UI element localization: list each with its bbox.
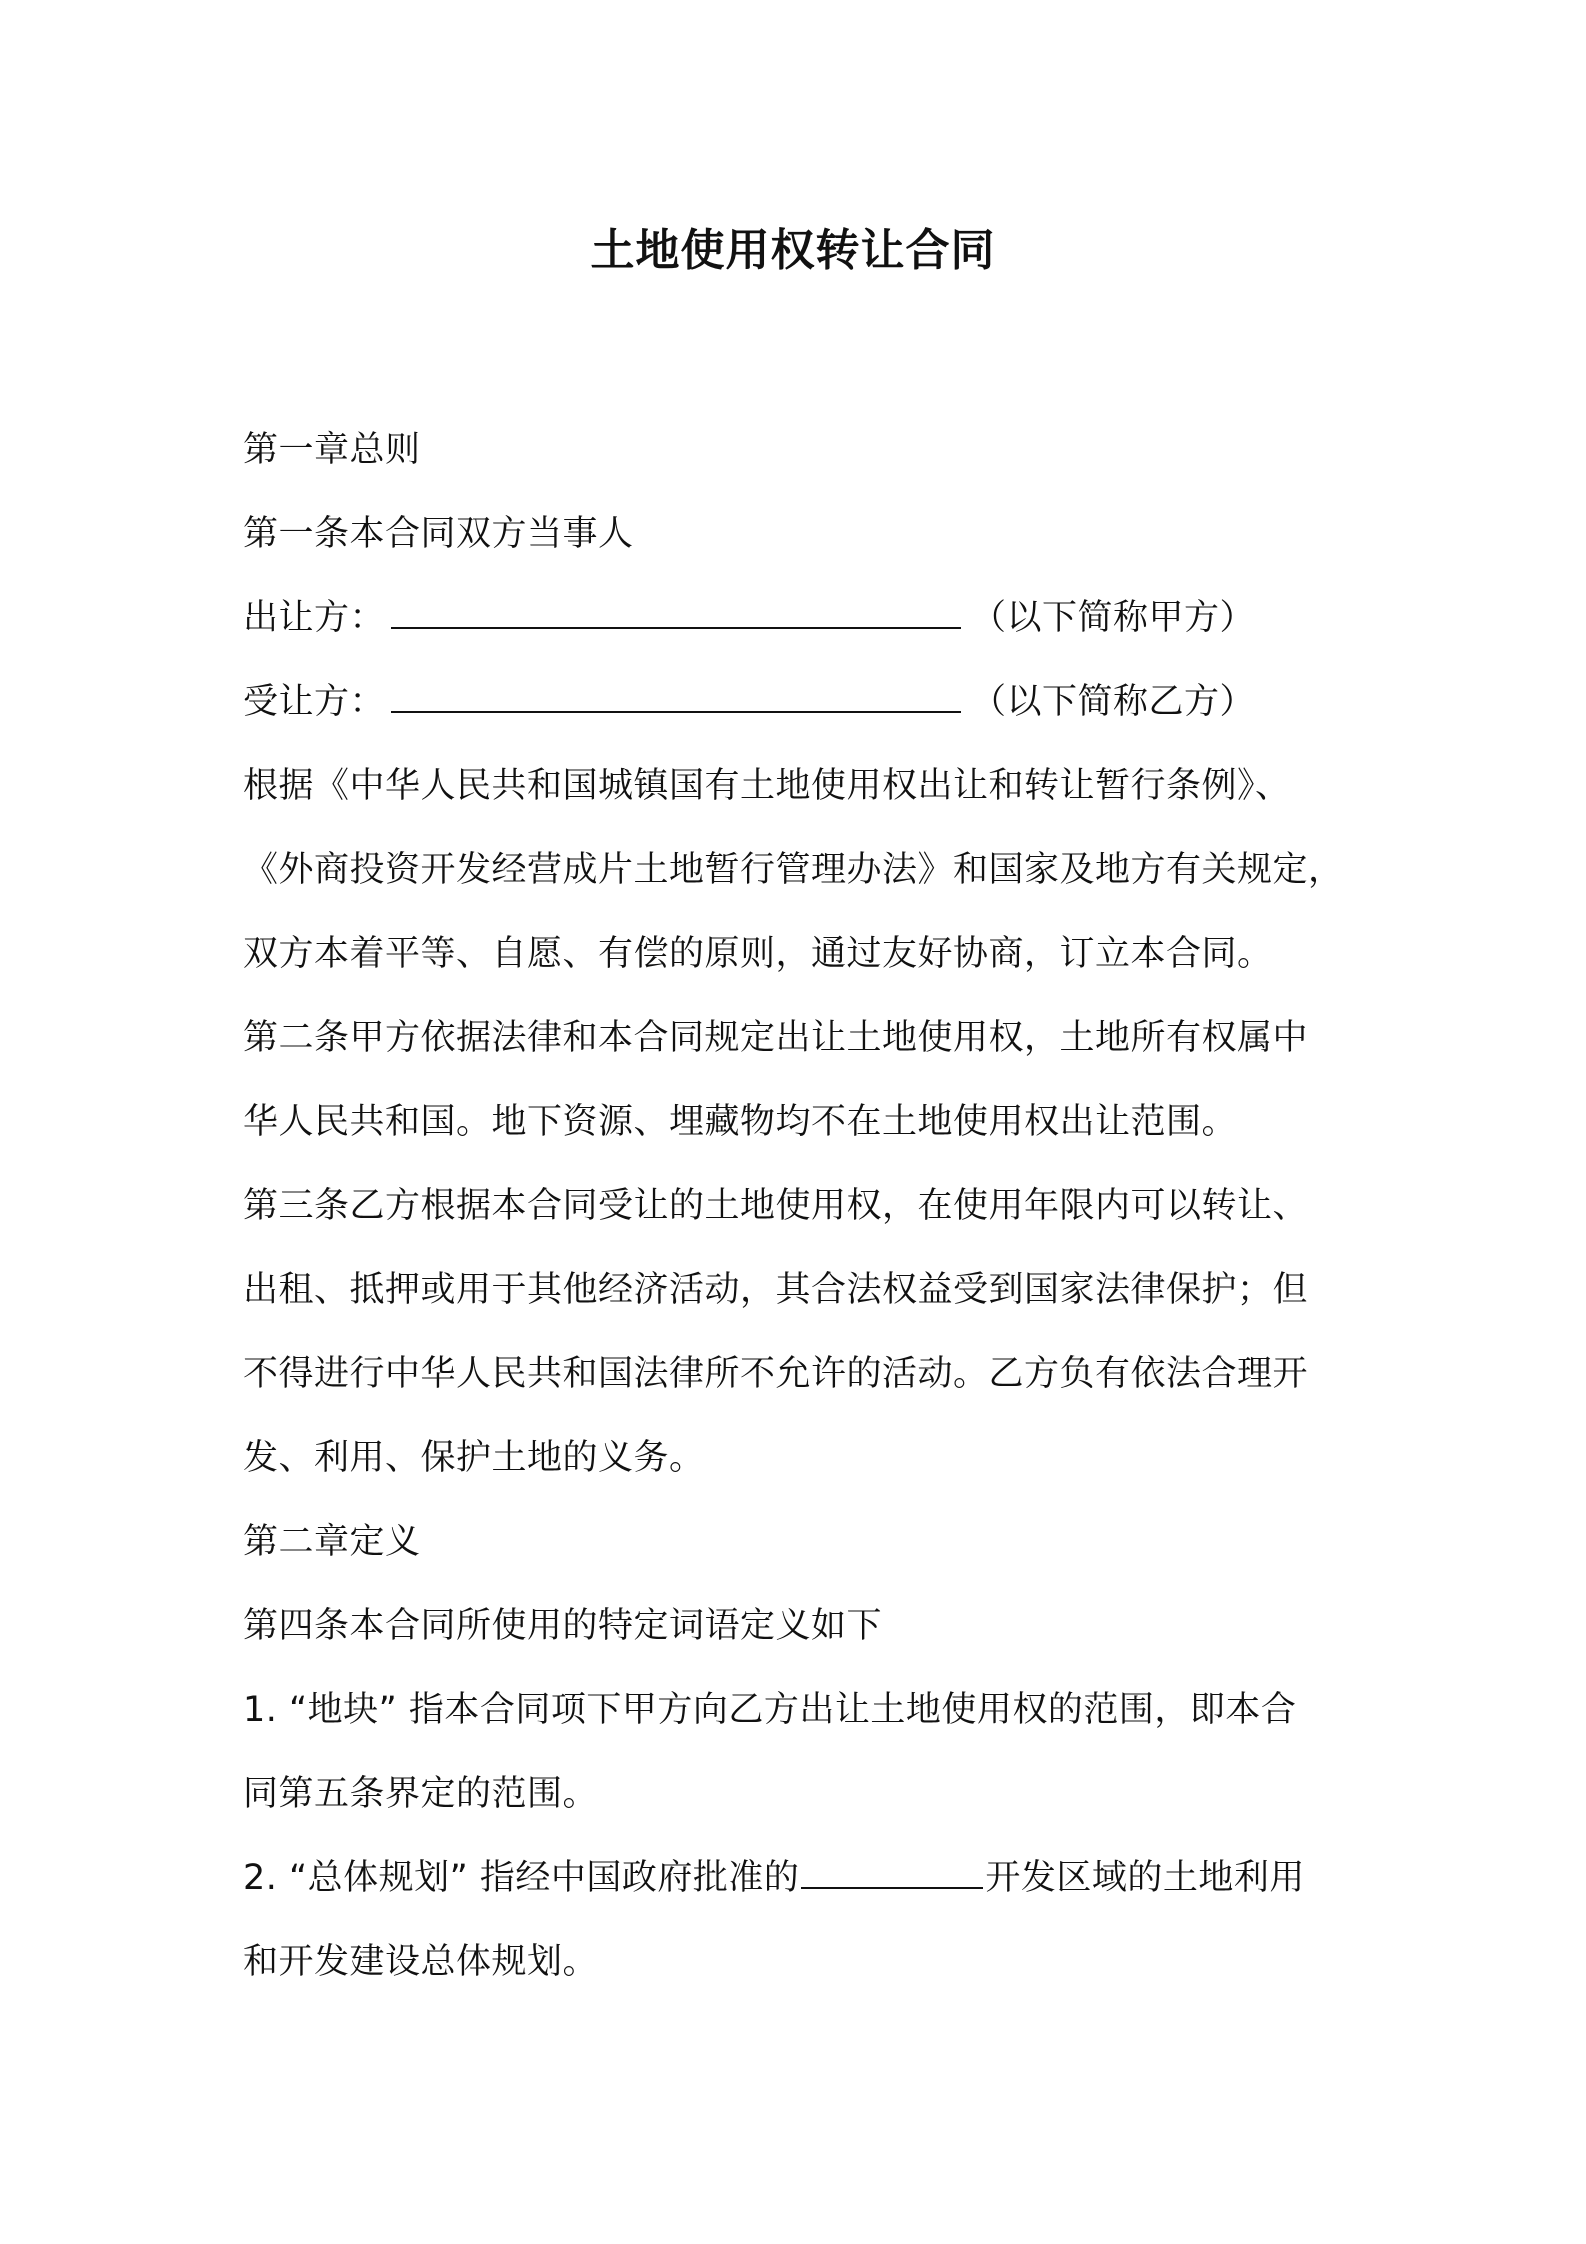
transferor-suffix: （以下简称甲方）	[971, 598, 1256, 638]
paragraph-line: 根据《中华人民共和国城镇国有土地使用权出让和转让暂行条例》、	[243, 766, 1291, 806]
region-blank-field[interactable]	[801, 1859, 983, 1889]
chapter-heading: 第一章总则	[243, 430, 421, 470]
paragraph-line: 双方本着平等、自愿、有偿的原则，通过友好协商，订立本合同。	[243, 934, 1273, 974]
transferor-row	[243, 576, 1363, 660]
transferee-row	[243, 660, 1363, 744]
paragraph-line: 华人民共和国。地下资源、埋藏物均不在土地使用权出让范围。	[243, 1102, 1238, 1142]
transferor-blank-field[interactable]	[391, 599, 961, 629]
paragraph-line: 第二条甲方依据法律和本合同规定出让土地使用权，土地所有权属中	[243, 1018, 1309, 1058]
paragraph-line: 不得进行中华人民共和国法律所不允许的活动。乙方负有依法合理开	[243, 1354, 1309, 1394]
chapter-heading: 第二章定义	[243, 1522, 421, 1562]
paragraph-line: 出租、抵押或用于其他经济活动，其合法权益受到国家法律保护；但	[243, 1270, 1309, 1310]
definition-prefix: 2. “总体规划” 指经中国政府批准的	[243, 1858, 800, 1898]
transferee-label: 受让方：	[243, 682, 386, 722]
definition-line: 1. “地块” 指本合同项下甲方向乙方出让土地使用权的范围，即本合	[243, 1690, 1297, 1730]
definition-line: 和开发建设总体规划。	[243, 1942, 599, 1982]
document-body	[243, 408, 1363, 2004]
definition-row	[243, 1836, 1363, 1920]
article-heading: 第一条本合同双方当事人	[243, 514, 634, 554]
article-heading: 第四条本合同所使用的特定词语定义如下	[243, 1606, 883, 1646]
transferor-label: 出让方：	[243, 598, 386, 638]
paragraph-line: 第三条乙方根据本合同受让的土地使用权，在使用年限内可以转让、	[243, 1186, 1309, 1226]
transferee-suffix: （以下简称乙方）	[971, 682, 1256, 722]
document-title: 土地使用权转让合同	[590, 225, 996, 276]
definition-suffix: 开发区域的土地利用	[985, 1858, 1305, 1898]
definition-line: 同第五条界定的范围。	[243, 1774, 599, 1814]
paragraph-line: 《外商投资开发经营成片土地暂行管理办法》和国家及地方有关规定，	[243, 850, 1344, 890]
transferee-blank-field[interactable]	[391, 683, 961, 713]
paragraph-line: 发、利用、保护土地的义务。	[243, 1438, 705, 1478]
